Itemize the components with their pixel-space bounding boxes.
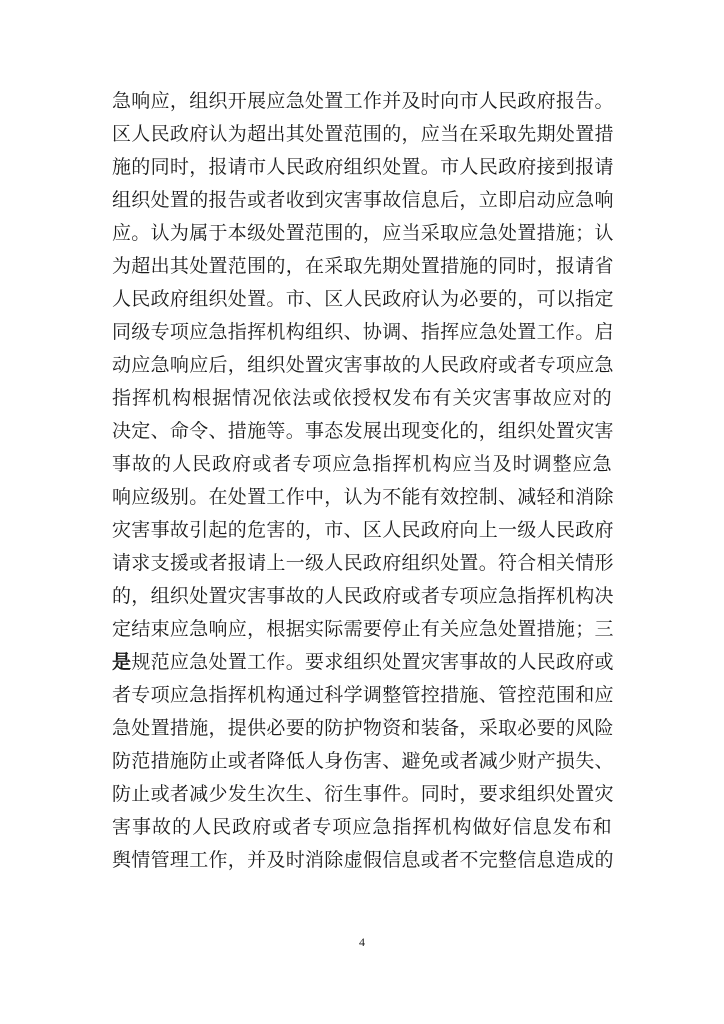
text-line: 区人民政府认为超出其处置范围的，应当在采取先期处置措 bbox=[112, 123, 614, 145]
text-line: 事故的人民政府或者专项应急指挥机构应当及时调整应急 bbox=[112, 453, 612, 475]
text-line: 防范措施防止或者降低人身伤害、避免或者减少财产损失、 bbox=[112, 750, 614, 772]
text-line: 施的同时，报请市人民政府组织处置。市人民政府接到报请 bbox=[112, 156, 614, 178]
text-line: 害事故的人民政府或者专项应急指挥机构做好信息发布和 bbox=[112, 816, 612, 838]
text-line: 舆情管理工作，并及时消除虚假信息或者不完整信息造成的 bbox=[112, 849, 614, 871]
text-line: 动应急响应后，组织处置灾害事故的人民政府或者专项应急 bbox=[112, 354, 614, 376]
bold-lead-text: 是 bbox=[112, 651, 132, 673]
text-line: 急响应，组织开展应急处置工作并及时向市人民政府报告。 bbox=[112, 90, 614, 112]
text-line: 请求支援或者报请上一级人民政府组织处置。符合相关情形 bbox=[112, 552, 614, 574]
text-line: 决定、命令、措施等。事态发展出现变化的，组织处置灾害 bbox=[112, 420, 614, 442]
text-line: 急处置措施，提供必要的防护物资和装备，采取必要的风险 bbox=[112, 717, 614, 739]
text-line: 者专项应急指挥机构通过科学调整管控措施、管控范围和应 bbox=[112, 684, 614, 706]
bold-line-rest-text: 规范应急处置工作。要求组织处置灾害事故的人民政府或 bbox=[131, 651, 614, 673]
text-line: 为超出其处置范围的，在采取先期处置措施的同时，报请省 bbox=[112, 255, 614, 277]
text-line: 指挥机构根据情况依法或依授权发布有关灾害事故应对的 bbox=[112, 387, 612, 409]
text-line: 组织处置的报告或者收到灾害事故信息后，立即启动应急响 bbox=[112, 189, 614, 211]
text-line: 响应级别。在处置工作中，认为不能有效控制、减轻和消除 bbox=[112, 486, 614, 508]
page-number: 4 bbox=[359, 935, 365, 949]
text-line: 防止或者减少发生次生、衍生事件。同时，要求组织处置灾 bbox=[112, 783, 614, 805]
text-line: 同级专项应急指挥机构组织、协调、指挥应急处置工作。启 bbox=[112, 321, 614, 343]
text-line-with-bold-lead bbox=[112, 646, 612, 679]
text-line: 应。认为属于本级处置范围的，应当采取应急处置措施；认 bbox=[112, 222, 614, 244]
text-line: 灾害事故引起的危害的，市、区人民政府向上一级人民政府 bbox=[112, 519, 614, 541]
body-paragraph bbox=[112, 85, 612, 877]
text-line: 的，组织处置灾害事故的人民政府或者专项应急指挥机构决 bbox=[112, 585, 614, 607]
text-line: 定结束应急响应，根据实际需要停止有关应急处置措施；三 bbox=[112, 618, 614, 640]
text-line: 人民政府组织处置。市、区人民政府认为必要的，可以指定 bbox=[112, 288, 614, 310]
